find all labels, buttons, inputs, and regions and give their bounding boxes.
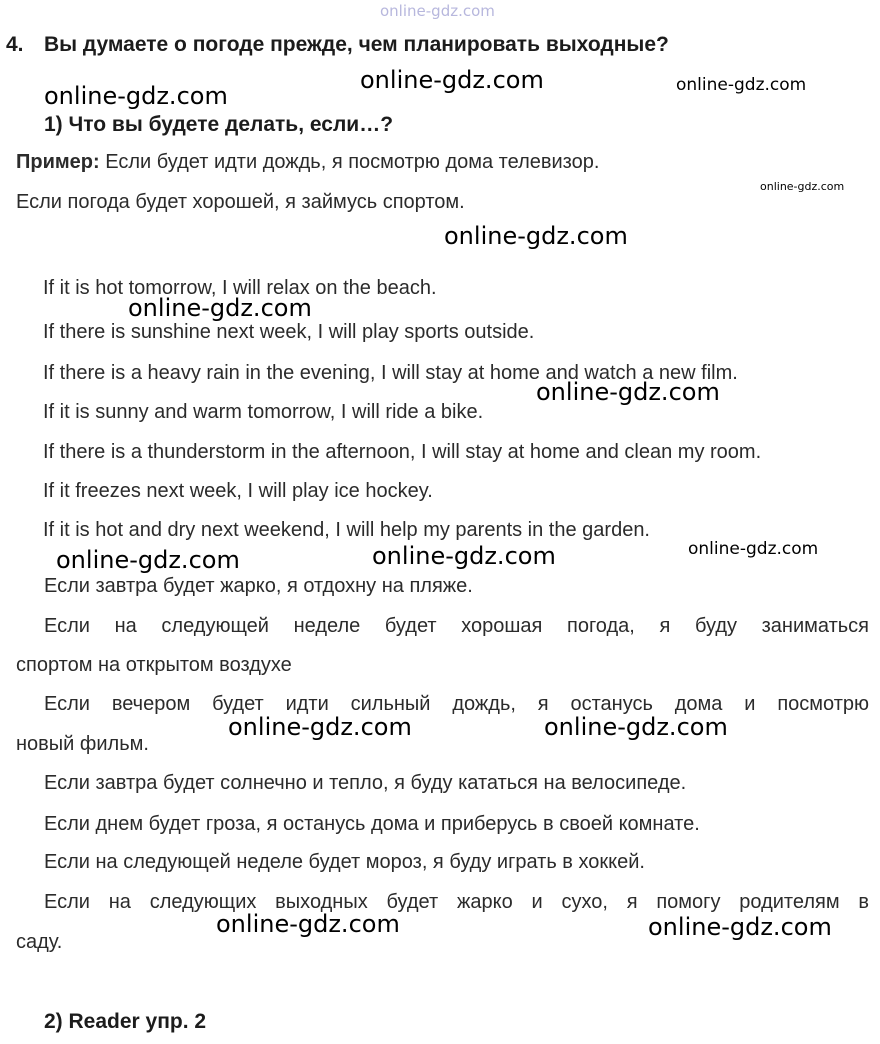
watermark: online-gdz.com [360, 66, 544, 94]
watermark: online-gdz.com [536, 378, 720, 406]
watermark: online-gdz.com [444, 222, 628, 250]
russian-sentence: Если на следующей неделе будет хорошая погода, я буду заниматься [44, 615, 869, 637]
watermark: online-gdz.com [648, 913, 832, 941]
russian-sentence-cont: новый фильм. [16, 733, 149, 755]
watermark: online-gdz.com [372, 542, 556, 570]
english-sentence: If it is hot and dry next weekend, I will help my parents in the garden. [43, 519, 650, 541]
russian-sentence: Если завтра будет солнечно и тепло, я буду кататься на велосипеде. [44, 772, 687, 794]
watermark: online-gdz.com [676, 75, 807, 95]
english-sentence: If there is sunshine next week, I will play sports outside. [43, 321, 535, 343]
russian-sentence: Если на следующей неделе будет мороз, я буду играть в хоккей. [44, 851, 645, 873]
watermark: online-gdz.com [544, 713, 728, 741]
russian-sentence-cont: саду. [16, 931, 63, 953]
watermark: online-gdz.com [228, 713, 412, 741]
russian-sentence-cont: спортом на открытом воздухе [16, 654, 292, 676]
english-sentence: If it freezes next week, I will play ice hockey. [43, 480, 433, 502]
watermark-top: online-gdz.com [380, 2, 495, 20]
watermark: online-gdz.com [44, 82, 228, 110]
watermark: online-gdz.com [760, 180, 845, 193]
watermark: online-gdz.com [688, 539, 819, 559]
example-line-2: Если погода будет хорошей, я займусь спортом. [16, 191, 465, 213]
example-line [16, 151, 599, 174]
english-sentence: If there is a heavy rain in the evening, I will stay at home and watch a new film. [43, 362, 738, 384]
watermark: online-gdz.com [216, 910, 400, 938]
russian-sentence: Если завтра будет жарко, я отдохну на пляже. [44, 575, 473, 597]
watermark: online-gdz.com [56, 546, 240, 574]
english-sentence: If it is sunny and warm tomorrow, I will ride a bike. [43, 401, 484, 423]
russian-sentence: Если днем будет гроза, я останусь дома и приберусь в своей комнате. [44, 813, 700, 835]
task-title: Вы думаете о погоде прежде, чем планировать выходные? [44, 33, 669, 56]
english-sentence: If there is a thunderstorm in the afternoon, I will stay at home and clean my room. [43, 441, 762, 463]
watermark: online-gdz.com [128, 294, 312, 322]
example-label: Пример: [16, 151, 100, 173]
example-text: Если будет идти дождь, я посмотрю дома телевизор. [105, 151, 600, 173]
russian-sentence: Если на следующих выходных будет жарко и сухо, я помогу родителям в [44, 891, 869, 913]
subtask-2-heading: 2) Reader упр. 2 [44, 1010, 207, 1033]
english-sentence: If it is hot tomorrow, I will relax on the beach. [43, 277, 437, 299]
russian-sentence: Если вечером будет идти сильный дождь, я останусь дома и посмотрю [44, 693, 869, 715]
task-number: 4. [6, 33, 24, 56]
subtask-1-heading: 1) Что вы будете делать, если…? [44, 113, 394, 136]
